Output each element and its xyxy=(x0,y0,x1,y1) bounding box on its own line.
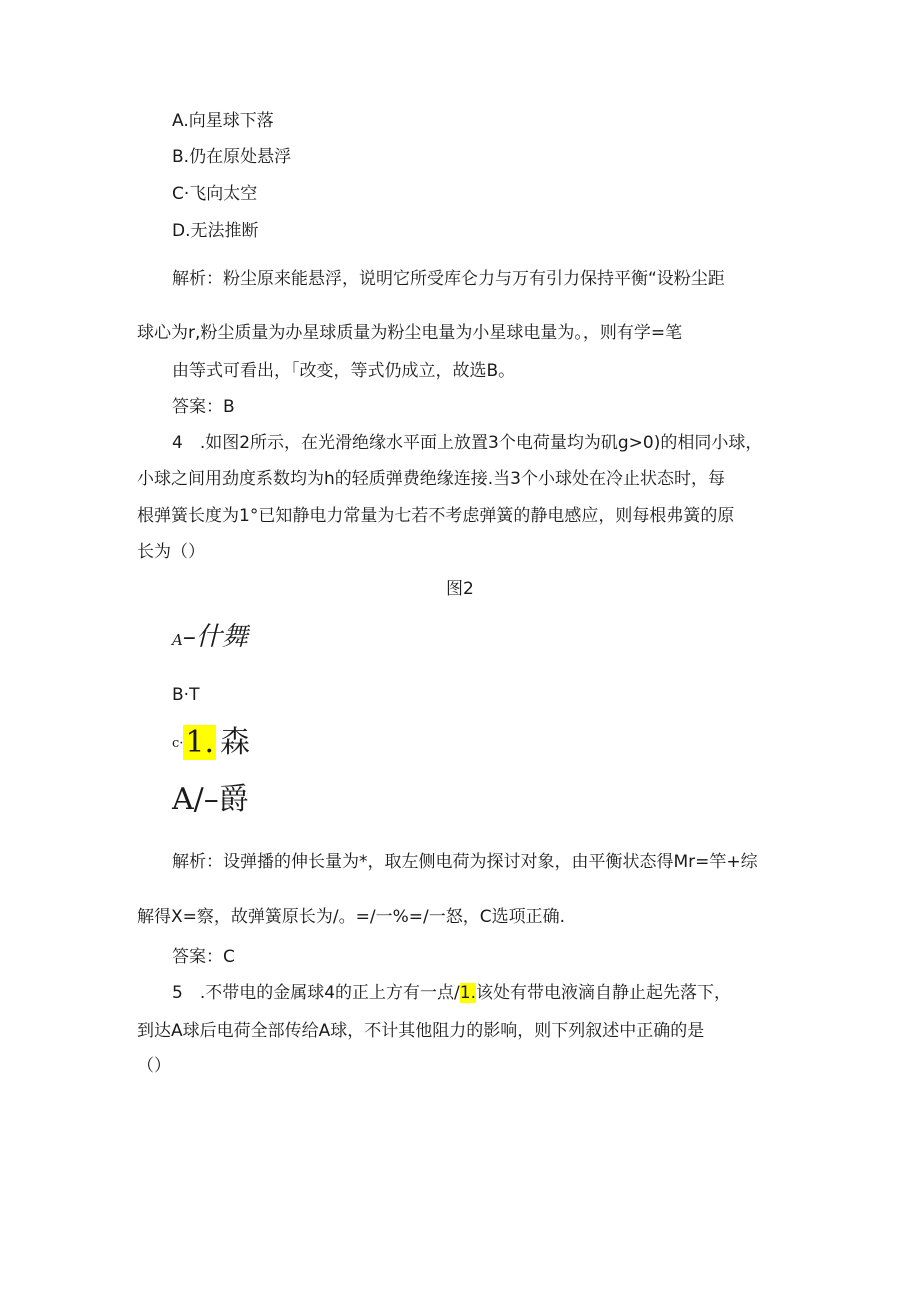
q5-stem-line3: （） xyxy=(137,1056,171,1076)
q4-option-c-text: 森 xyxy=(220,725,251,760)
q5-stem-line1-highlight: 1. xyxy=(459,983,476,1003)
option-c: C·飞向太空 xyxy=(172,184,258,204)
q4-option-a-text: –什舞 xyxy=(182,622,248,652)
q3-analysis-line2: 球心为r,粉尘质量为办星球质量为粉尘电量为小星球电量为。，则有学=笔 xyxy=(137,323,683,343)
q4-stem-line1: 4 .如图2所示，在光滑绝缘水平面上放置3个电荷量均为矶g>0)的相同小球， xyxy=(172,433,763,453)
q4-option-d: A/–爵 xyxy=(172,782,249,817)
q4-stem-line2: 小球之间用劲度系数均为h的轻质弹费绝缘连接.当3个小球处在冷止状态时，每 xyxy=(137,469,725,489)
q3-analysis-line1: 解析：粉尘原来能悬浮，说明它所受库仑力与万有引力保持平衡“设粉尘距 xyxy=(172,269,725,289)
q4-analysis-line1: 解析：设弹播的伸长量为*，取左侧电荷为探讨对象，由平衡状态得Mr=竿+综 xyxy=(172,852,758,872)
q5-stem-line2: 到达A球后电荷全部传给A球，不计其他阻力的影响，则下列叙述中正确的是 xyxy=(137,1021,705,1041)
option-a: A.向星球下落 xyxy=(172,111,274,131)
option-d: D.无法推断 xyxy=(172,221,259,241)
q4-option-a-prefix: A xyxy=(172,631,183,649)
q4-option-a xyxy=(172,620,248,657)
q5-stem-line1-a: 5 .不带电的金属球4的正上方有一点/ xyxy=(172,983,460,1003)
q4-stem-line4: 长为（） xyxy=(137,542,205,562)
q4-analysis-line2: 解得X=察，故弹簧原长为/。=/一%=/一怒，C选项正确. xyxy=(137,907,565,927)
q3-analysis-line3: 由等式可看出，「改变，等式仍成立，故选B。 xyxy=(172,361,516,381)
q5-stem-line1 xyxy=(172,982,731,1004)
q4-option-c xyxy=(172,722,250,765)
q3-answer: 答案：B xyxy=(172,397,235,417)
figure-label: 图2 xyxy=(446,579,474,599)
q4-option-b: B·T xyxy=(172,685,200,705)
q4-option-c-highlight: 1. xyxy=(185,725,215,760)
q4-stem-line3: 根弹簧长度为1°已知静电力常量为七若不考虑弹簧的静电感应，则每根弗簧的原 xyxy=(137,506,735,526)
option-b: B.仍在原处悬浮 xyxy=(172,147,292,167)
q5-stem-line1-b: 该处有带电液滴自静止起先落下， xyxy=(476,983,731,1003)
q4-answer: 答案：C xyxy=(172,947,235,967)
q4-option-c-prefix: c· xyxy=(172,736,184,751)
